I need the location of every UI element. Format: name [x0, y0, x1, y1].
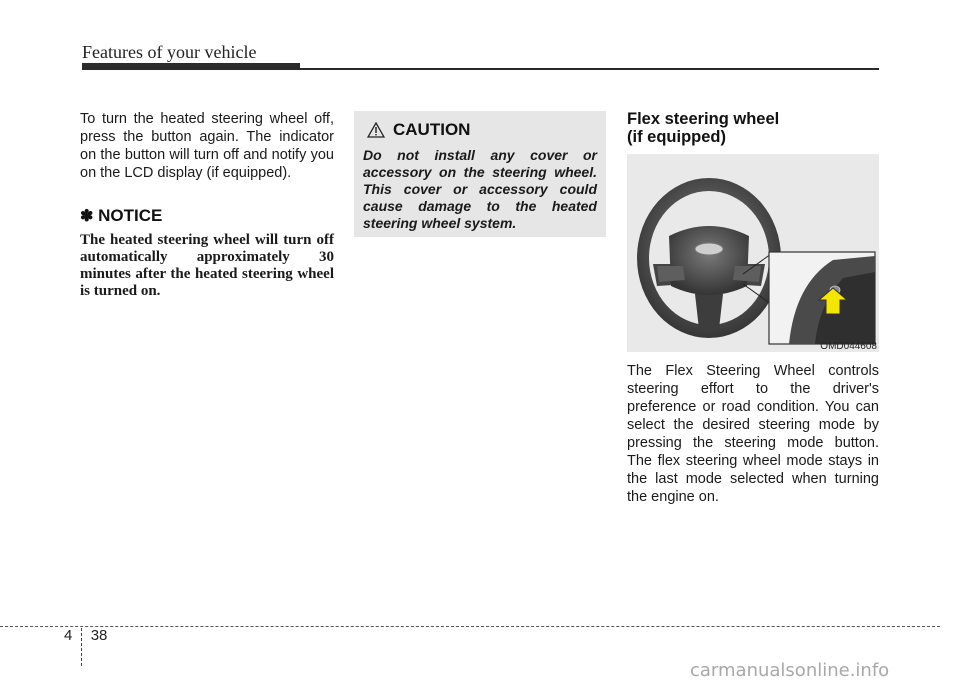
right-column	[627, 110, 879, 146]
header-title: Features of your vehicle	[82, 42, 257, 62]
flex-steering-description	[627, 362, 879, 506]
notice-star-icon: ✽	[80, 208, 94, 225]
caution-box	[354, 111, 606, 237]
caution-title: CAUTION	[393, 120, 471, 139]
notice-heading	[80, 206, 334, 226]
flex-steering-paragraph: The Flex Steering Wheel controls steering effort to the driver's preference or road condition. You can select the desired steering mode by pressing the steering mode button. The flex steering wheel mode stays in the last mode selected when turning the engine on.	[627, 363, 879, 505]
footer-rule	[0, 626, 940, 627]
section-title	[627, 110, 879, 146]
left-column	[80, 110, 334, 300]
section-title-line1: Flex steering wheel	[627, 110, 780, 128]
steering-wheel-illustration	[627, 154, 879, 352]
figure-code: OMD044608	[820, 341, 877, 352]
caution-heading	[363, 119, 597, 141]
header-rule	[82, 68, 879, 70]
heated-wheel-off-paragraph: To turn the heated steering wheel off, press the button again. The indicator on the button will turn off and notify you on the LCD display (if equipped).	[80, 111, 334, 181]
warning-triangle-icon	[367, 122, 385, 138]
section-title-line2: (if equipped)	[627, 128, 726, 146]
page-number-value: 38	[90, 627, 108, 644]
steering-wheel-figure	[627, 154, 879, 352]
notice-body: The heated steering wheel will turn off automatically approximately 30 minutes after the heated steering wheel is turned on.	[80, 232, 334, 299]
notice-title: NOTICE	[98, 206, 163, 225]
watermark: carmanualsonline.info	[690, 660, 890, 681]
page-number	[64, 627, 107, 644]
section-number: 4	[64, 627, 73, 644]
caution-body: Do not install any cover or accessory on the steering wheel. This cover or accessory could cause damage to the heated steering wheel system.	[363, 147, 597, 231]
